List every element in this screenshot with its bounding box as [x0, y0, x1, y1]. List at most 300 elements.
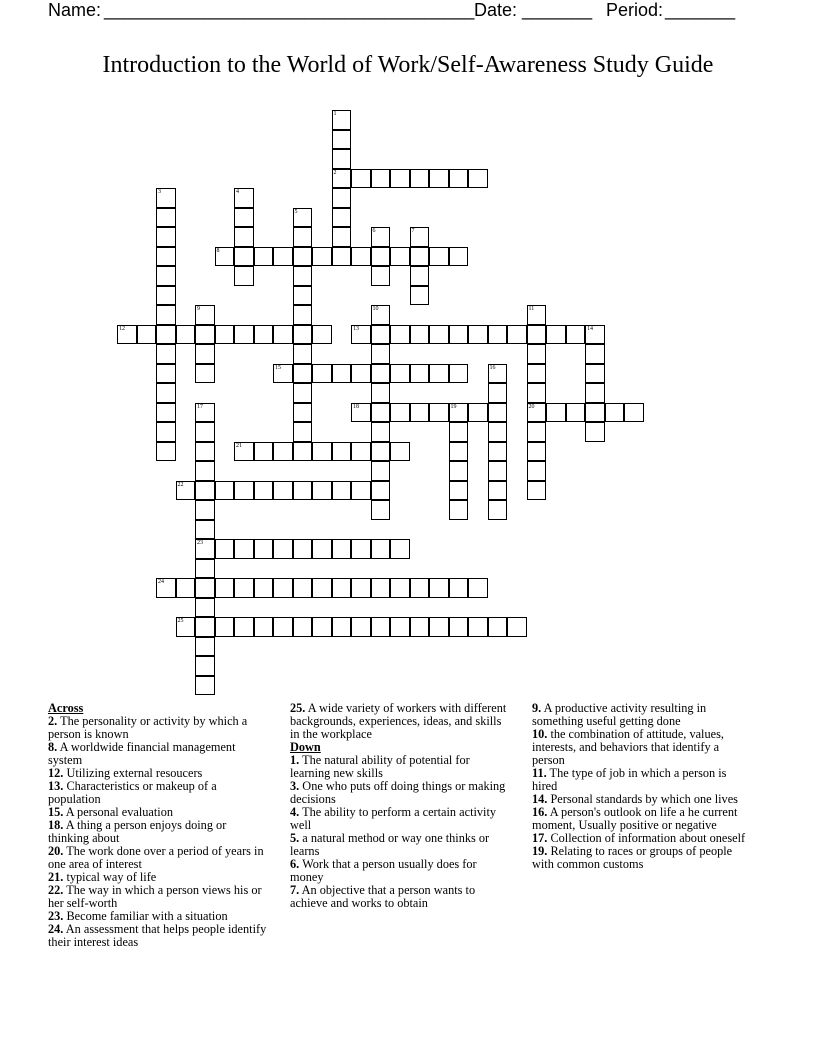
crossword-cell[interactable] [215, 481, 235, 501]
clue-number: 2 [333, 169, 337, 176]
date-field[interactable]: _______ [522, 0, 593, 20]
crossword-cell[interactable] [468, 169, 488, 189]
crossword-cell[interactable] [234, 442, 254, 462]
crossword-cell[interactable] [351, 247, 371, 267]
crossword-cell[interactable] [527, 403, 547, 423]
crossword-cell[interactable] [176, 481, 196, 501]
crossword-cell[interactable] [156, 383, 176, 403]
crossword-cell[interactable] [312, 617, 332, 637]
crossword-cell[interactable] [390, 169, 410, 189]
clue-number-label: 1. [290, 753, 300, 767]
crossword-cell[interactable] [215, 247, 235, 267]
crossword-cell[interactable] [488, 442, 508, 462]
crossword-cell[interactable] [371, 500, 391, 520]
across-clue [48, 819, 270, 845]
crossword-cell[interactable] [371, 403, 391, 423]
crossword-cell[interactable] [351, 169, 371, 189]
crossword-cell[interactable] [390, 617, 410, 637]
crossword-cell[interactable] [312, 539, 332, 559]
crossword-cell[interactable] [156, 325, 176, 345]
crossword-cell[interactable] [371, 344, 391, 364]
crossword-cell[interactable] [371, 169, 391, 189]
crossword-cell[interactable] [195, 422, 215, 442]
crossword-cell[interactable] [585, 364, 605, 384]
crossword-cell[interactable] [449, 461, 469, 481]
crossword-cell[interactable] [195, 500, 215, 520]
across-clue [48, 715, 270, 741]
crossword-cell[interactable] [527, 461, 547, 481]
clue-text: One who puts off doing things or making decisions [290, 779, 506, 806]
crossword-cell[interactable] [488, 422, 508, 442]
crossword-cell[interactable] [293, 617, 313, 637]
crossword-cell[interactable] [234, 617, 254, 637]
clue-number-label: 9. [532, 701, 542, 715]
crossword-cell[interactable] [156, 247, 176, 267]
crossword-cell[interactable] [429, 364, 449, 384]
clue-text: Utilizing external resoucers [63, 766, 203, 780]
crossword-cell[interactable] [332, 188, 352, 208]
crossword-cell[interactable] [293, 325, 313, 345]
crossword-cell[interactable] [410, 403, 430, 423]
clue-number-label: 15. [48, 805, 64, 819]
crossword-cell[interactable] [156, 208, 176, 228]
crossword-cell[interactable] [449, 578, 469, 598]
clue-text: A person's outlook on life a he current moment, Usually positive or negative [532, 805, 738, 832]
crossword-cell[interactable] [234, 208, 254, 228]
clues-column-1 [48, 702, 270, 949]
crossword-cell[interactable] [332, 442, 352, 462]
clue-number-label: 12. [48, 766, 64, 780]
crossword-cell[interactable] [293, 403, 313, 423]
crossword-cell[interactable] [351, 442, 371, 462]
crossword-cell[interactable] [371, 383, 391, 403]
crossword-cell[interactable] [527, 364, 547, 384]
crossword-cell[interactable] [156, 403, 176, 423]
crossword-cell[interactable] [488, 461, 508, 481]
crossword-cell[interactable] [410, 169, 430, 189]
crossword-cell[interactable] [234, 481, 254, 501]
crossword-cell[interactable] [215, 578, 235, 598]
crossword-cell[interactable] [332, 169, 352, 189]
crossword-cell[interactable] [390, 442, 410, 462]
period-label: Period: [606, 0, 664, 20]
crossword-cell[interactable] [293, 305, 313, 325]
crossword-cell[interactable] [293, 247, 313, 267]
clue-number-label: 16. [532, 805, 548, 819]
crossword-cell[interactable] [254, 539, 274, 559]
crossword-cell[interactable] [176, 325, 196, 345]
crossword-cell[interactable] [624, 403, 644, 423]
clue-number: 10 [372, 306, 379, 312]
across-heading: Across [48, 701, 84, 715]
crossword-cell[interactable] [429, 325, 449, 345]
crossword-cell[interactable] [507, 617, 527, 637]
clue-number-label: 4. [290, 805, 300, 819]
crossword-cell[interactable] [312, 442, 332, 462]
crossword-cell[interactable] [176, 578, 196, 598]
crossword-cell[interactable] [585, 325, 605, 345]
crossword-cell[interactable] [195, 559, 215, 579]
crossword-cell[interactable] [605, 403, 625, 423]
page-title: Introduction to the World of Work/Self-Awareness Study Guide [102, 52, 714, 78]
crossword-cell[interactable] [371, 617, 391, 637]
crossword-cell[interactable] [371, 325, 391, 345]
clue-number: 9 [197, 306, 200, 312]
crossword-cell[interactable] [390, 403, 410, 423]
crossword-cell[interactable] [410, 286, 430, 306]
crossword-cell[interactable] [273, 247, 293, 267]
crossword-cell[interactable] [371, 481, 391, 501]
crossword-cell[interactable] [156, 266, 176, 286]
clue-number: 25 [177, 618, 184, 624]
crossword-cell[interactable] [293, 208, 313, 228]
crossword-cell[interactable] [293, 442, 313, 462]
crossword-cell[interactable] [195, 461, 215, 481]
down-clue [290, 780, 512, 806]
clue-number: 1 [333, 111, 337, 117]
crossword-cell[interactable] [332, 149, 352, 169]
crossword-cell[interactable] [293, 344, 313, 364]
crossword-cell[interactable] [195, 520, 215, 540]
clue-text: A wide variety of workers with different backgrounds, experiences, ideas, and skills in the workplace [290, 701, 507, 741]
crossword-cell[interactable] [195, 325, 215, 345]
crossword-cell[interactable] [390, 247, 410, 267]
crossword-cell[interactable] [351, 325, 371, 345]
crossword-cell[interactable] [546, 325, 566, 345]
crossword-cell[interactable] [332, 208, 352, 228]
clue-number-label: 22. [48, 883, 64, 897]
crossword-cell[interactable] [371, 422, 391, 442]
crossword-cell[interactable] [215, 539, 235, 559]
crossword-cell[interactable] [449, 403, 469, 423]
clues-column-2 [290, 702, 512, 910]
crossword-cell[interactable] [390, 578, 410, 598]
crossword-cell[interactable] [254, 325, 274, 345]
crossword-cell[interactable] [371, 364, 391, 384]
crossword-cell[interactable] [468, 617, 488, 637]
crossword-cell[interactable] [410, 578, 430, 598]
clue-number-label: 2. [48, 714, 58, 728]
crossword-cell[interactable] [195, 578, 215, 598]
crossword-cell[interactable] [293, 383, 313, 403]
crossword-cell[interactable] [156, 422, 176, 442]
crossword-cell[interactable] [312, 325, 332, 345]
clue-text: An assessment that helps people identify their interest ideas [48, 922, 267, 949]
clue-number: 5 [294, 208, 298, 215]
crossword-cell[interactable] [195, 481, 215, 501]
crossword-cell[interactable] [117, 325, 137, 345]
crossword-cell[interactable] [410, 247, 430, 267]
crossword-cell[interactable] [332, 539, 352, 559]
clue-text: A personal evaluation [63, 805, 173, 819]
crossword-cell[interactable] [195, 656, 215, 676]
crossword-cell[interactable] [195, 539, 215, 559]
crossword-cell[interactable] [371, 227, 391, 247]
crossword-cell[interactable] [585, 422, 605, 442]
crossword-cell[interactable] [312, 247, 332, 267]
clue-number: 14 [587, 325, 593, 332]
clue-number-label: 8. [48, 740, 58, 754]
clues-column-3 [532, 702, 754, 871]
crossword-cell[interactable] [546, 403, 566, 423]
crossword-cell[interactable] [332, 110, 352, 130]
across-clue [48, 845, 270, 871]
crossword-cell[interactable] [429, 617, 449, 637]
crossword-cell[interactable] [332, 364, 352, 384]
crossword-cell[interactable] [488, 481, 508, 501]
crossword-cell[interactable] [156, 286, 176, 306]
crossword-cell[interactable] [273, 617, 293, 637]
crossword-cell[interactable] [273, 442, 293, 462]
crossword-cell[interactable] [410, 325, 430, 345]
crossword-cell[interactable] [371, 247, 391, 267]
clue-number: 12 [119, 325, 125, 332]
crossword-cell[interactable] [390, 364, 410, 384]
crossword-cell[interactable] [195, 637, 215, 657]
clue-text: A thing a person enjoys doing or thinking about [48, 818, 227, 845]
date-label: Date: [474, 0, 518, 20]
across-clue [48, 884, 270, 910]
clue-text: An objective that a person wants to achieve and works to obtain [290, 883, 476, 910]
down-clue [290, 884, 512, 910]
crossword-cell[interactable] [449, 325, 469, 345]
clue-number-label: 5. [290, 831, 300, 845]
crossword-cell[interactable] [371, 461, 391, 481]
crossword-cell[interactable] [254, 481, 274, 501]
crossword-cell[interactable] [410, 617, 430, 637]
crossword-cell[interactable] [429, 247, 449, 267]
crossword-cell[interactable] [449, 169, 469, 189]
clue-number-label: 10. [532, 727, 548, 741]
clue-number: 15 [275, 364, 281, 371]
crossword-cell[interactable] [371, 442, 391, 462]
crossword-cell[interactable] [195, 617, 215, 637]
crossword-cell[interactable] [293, 422, 313, 442]
clue-text: the combination of attitude, values, interests, and behaviors that identify a person [532, 727, 724, 767]
crossword-cell[interactable] [312, 364, 332, 384]
clue-number-label: 23. [48, 909, 64, 923]
crossword-cell[interactable] [332, 578, 352, 598]
crossword-cell[interactable] [351, 403, 371, 423]
crossword-cell[interactable] [390, 539, 410, 559]
crossword-cell[interactable] [195, 364, 215, 384]
crossword-cell[interactable] [527, 325, 547, 345]
clue-number: 13 [353, 325, 359, 332]
clue-number-label: 25. [290, 701, 306, 715]
clue-number: 24 [158, 579, 164, 585]
crossword-cell[interactable] [273, 578, 293, 598]
clue-number: 4 [236, 189, 239, 195]
crossword-cell[interactable] [566, 325, 586, 345]
crossword-cell[interactable] [410, 266, 430, 286]
crossword-cell[interactable] [488, 617, 508, 637]
crossword-cell[interactable] [351, 364, 371, 384]
crossword-cell[interactable] [527, 422, 547, 442]
crossword-cell[interactable] [156, 578, 176, 598]
crossword-cell[interactable] [293, 266, 313, 286]
down-clue [532, 728, 754, 767]
crossword-cell[interactable] [449, 500, 469, 520]
crossword-cell[interactable] [293, 578, 313, 598]
crossword-cell[interactable] [488, 364, 508, 384]
crossword-cell[interactable] [156, 364, 176, 384]
crossword-cell[interactable] [254, 442, 274, 462]
name-field[interactable]: _____________________________________ [104, 0, 475, 20]
crossword-cell[interactable] [585, 383, 605, 403]
crossword-cell[interactable] [527, 344, 547, 364]
clue-text: typical way of life [63, 870, 157, 884]
crossword-cell[interactable] [449, 422, 469, 442]
clue-number-label: 14. [532, 792, 548, 806]
crossword-cell[interactable] [234, 578, 254, 598]
crossword-cell[interactable] [351, 617, 371, 637]
across-clue [48, 780, 270, 806]
crossword-cell[interactable] [273, 364, 293, 384]
crossword-cell[interactable] [273, 481, 293, 501]
crossword-cell[interactable] [254, 578, 274, 598]
crossword-cell[interactable] [488, 403, 508, 423]
clue-text: Work that a person usually does for money [290, 857, 477, 884]
name-label: Name: [48, 0, 102, 20]
crossword-cell[interactable] [527, 442, 547, 462]
crossword-cell[interactable] [332, 617, 352, 637]
crossword-cell[interactable] [468, 325, 488, 345]
crossword-cell[interactable] [468, 578, 488, 598]
crossword-cell[interactable] [527, 481, 547, 501]
crossword-cell[interactable] [254, 247, 274, 267]
down-heading: Down [290, 740, 321, 754]
clue-number: 11 [528, 306, 535, 312]
clue-number-label: 7. [290, 883, 300, 897]
crossword-cell[interactable] [585, 403, 605, 423]
crossword-cell[interactable] [449, 364, 469, 384]
clue-number-label: 24. [48, 922, 64, 936]
crossword-cell[interactable] [273, 325, 293, 345]
clue-text: A productive activity resulting in something useful getting done [532, 701, 707, 728]
crossword-cell[interactable] [351, 578, 371, 598]
clue-text: Personal standards by which one lives [547, 792, 738, 806]
crossword-cell[interactable] [332, 481, 352, 501]
period-field[interactable]: _______ [665, 0, 736, 20]
crossword-cell[interactable] [234, 539, 254, 559]
crossword-cell[interactable] [410, 364, 430, 384]
crossword-cell[interactable] [293, 227, 313, 247]
crossword-cell[interactable] [488, 383, 508, 403]
crossword-cell[interactable] [234, 247, 254, 267]
clue-number-label: 18. [48, 818, 64, 832]
clue-text: Relating to races or groups of people with common customs [532, 844, 733, 871]
crossword-cell[interactable] [312, 578, 332, 598]
clue-number: 18 [353, 403, 359, 410]
crossword-cell[interactable] [566, 403, 586, 423]
crossword-cell[interactable] [234, 325, 254, 345]
clue-number-label: 21. [48, 870, 64, 884]
crossword-cell[interactable] [293, 539, 313, 559]
down-clue [532, 702, 754, 728]
crossword-cell[interactable] [195, 676, 215, 696]
clue-text: The way in which a person views his or her self-worth [48, 883, 262, 910]
clue-text: a natural method or way one thinks or learns [290, 831, 490, 858]
crossword-cell[interactable] [195, 403, 215, 423]
down-clue [532, 806, 754, 832]
crossword-cell[interactable] [351, 539, 371, 559]
crossword-cell[interactable] [507, 325, 527, 345]
crossword-cell[interactable] [371, 578, 391, 598]
across-clue [48, 923, 270, 949]
crossword-cell[interactable] [195, 344, 215, 364]
crossword-cell[interactable] [449, 247, 469, 267]
clue-text: The type of job in which a person is hired [532, 766, 727, 793]
crossword-cell[interactable] [371, 305, 391, 325]
clue-text: The natural ability of potential for learning new skills [290, 753, 470, 780]
crossword-cell[interactable] [488, 500, 508, 520]
down-clue [290, 754, 512, 780]
clue-number: 20 [528, 403, 535, 410]
crossword-cell[interactable] [429, 403, 449, 423]
crossword-cell[interactable] [293, 364, 313, 384]
crossword-cell[interactable] [449, 481, 469, 501]
crossword-cell[interactable] [137, 325, 157, 345]
crossword-cell[interactable] [195, 598, 215, 618]
crossword-cell[interactable] [156, 188, 176, 208]
crossword-cell[interactable] [156, 305, 176, 325]
crossword-cell[interactable] [449, 442, 469, 462]
clue-text: The ability to perform a certain activity well [290, 805, 497, 832]
clue-number-label: 13. [48, 779, 64, 793]
crossword-cell[interactable] [176, 617, 196, 637]
crossword-cell[interactable] [273, 539, 293, 559]
down-clue [290, 832, 512, 858]
clue-text: The personality or activity by which a person is known [48, 714, 248, 741]
crossword-cell[interactable] [585, 344, 605, 364]
crossword-cell[interactable] [527, 383, 547, 403]
crossword-cell[interactable] [429, 169, 449, 189]
crossword-cell[interactable] [234, 227, 254, 247]
down-clue [290, 858, 512, 884]
crossword-cell[interactable] [371, 539, 391, 559]
crossword-cell[interactable] [390, 325, 410, 345]
crossword-cell[interactable] [312, 481, 332, 501]
crossword-cell[interactable] [468, 403, 488, 423]
crossword-cell[interactable] [254, 617, 274, 637]
crossword-cell[interactable] [156, 227, 176, 247]
crossword-cell[interactable] [234, 266, 254, 286]
crossword-cell[interactable] [156, 442, 176, 462]
clue-number-label: 11. [532, 766, 547, 780]
crossword-cell[interactable] [488, 325, 508, 345]
crossword-cell[interactable] [429, 578, 449, 598]
down-clue [532, 845, 754, 871]
crossword-cell[interactable] [293, 286, 313, 306]
crossword-cell[interactable] [449, 617, 469, 637]
crossword-cell[interactable] [351, 481, 371, 501]
clue-number: 23 [197, 540, 203, 546]
crossword-cell[interactable] [410, 227, 430, 247]
crossword-cell[interactable] [527, 305, 547, 325]
crossword-cell[interactable] [371, 266, 391, 286]
crossword-cell[interactable] [332, 130, 352, 150]
crossword-cell[interactable] [195, 305, 215, 325]
crossword-cell[interactable] [195, 442, 215, 462]
crossword-cell[interactable] [293, 481, 313, 501]
crossword-cell[interactable] [332, 247, 352, 267]
crossword-cell[interactable] [215, 325, 235, 345]
crossword-cell[interactable] [332, 227, 352, 247]
crossword-cell[interactable] [156, 344, 176, 364]
crossword-cell[interactable] [234, 188, 254, 208]
clue-number: 17 [197, 403, 203, 410]
crossword-cell[interactable] [215, 617, 235, 637]
